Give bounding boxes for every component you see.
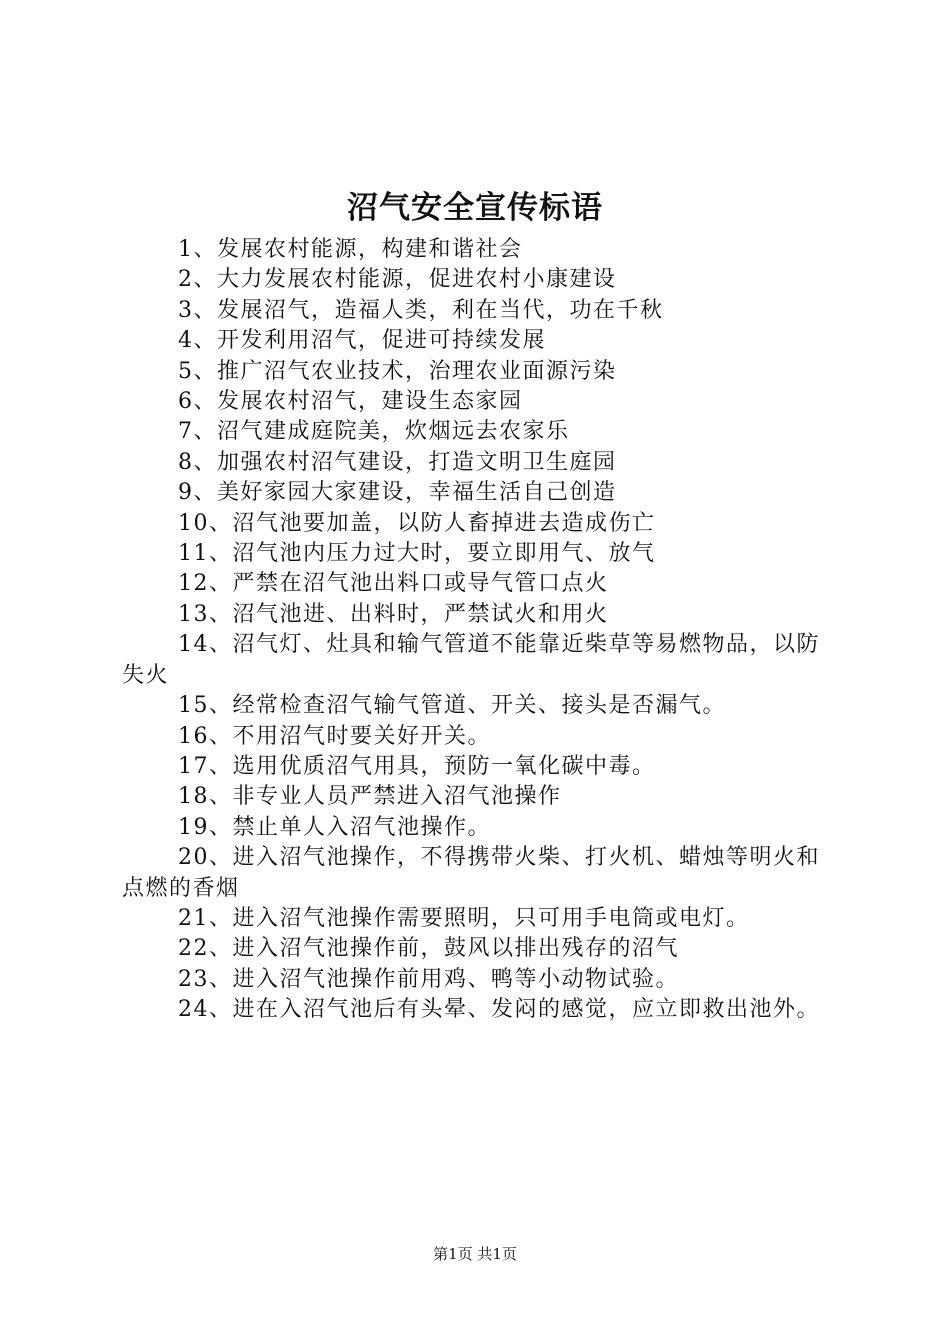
slogan-item: 12、严禁在沼气池出料口或导气管口点火 <box>178 571 609 597</box>
slogan-item: 3、发展沼气，造福人类，利在当代，功在千秋 <box>178 297 664 323</box>
slogan-list <box>122 235 834 1026</box>
slogan-item: 14、沼气灯、灶具和输气管道不能靠近柴草等易燃物品，以防失火 <box>122 632 820 688</box>
page-title: 沼气安全宣传标语 <box>347 190 603 226</box>
slogan-item: 21、进入沼气池操作需要照明，只可用手电筒或电灯。 <box>178 905 750 931</box>
slogan-item: 11、沼气池内压力过大时，要立即用气、放气 <box>178 541 656 567</box>
slogan-item: 9、美好家园大家建设，幸福生活自己创造 <box>178 480 617 506</box>
slogan-item: 10、沼气池要加盖，以防人畜掉进去造成伤亡 <box>178 510 656 536</box>
slogan-item: 23、进入沼气池操作前用鸡、鸭等小动物试验。 <box>178 966 679 992</box>
slogan-item: 16、不用沼气时要关好开关。 <box>178 723 491 749</box>
slogan-item: 4、开发利用沼气，促进可持续发展 <box>178 328 546 354</box>
slogan-item: 19、禁止单人入沼气池操作。 <box>178 814 491 840</box>
slogan-item: 20、进入沼气池操作，不得携带火柴、打火机、蜡烛等明火和点燃的香烟 <box>122 845 820 901</box>
slogan-item: 8、加强农村沼气建设，打造文明卫生庭园 <box>178 449 617 475</box>
slogan-item: 24、进在入沼气池后有头晕、发闷的感觉，应立即救出池外。 <box>178 997 820 1023</box>
slogan-item: 5、推广沼气农业技术，治理农业面源污染 <box>178 358 617 384</box>
slogan-item: 17、选用优质沼气用具，预防一氧化碳中毒。 <box>178 753 656 779</box>
slogan-item: 22、进入沼气池操作前，鼓风以排出残存的沼气 <box>178 936 679 962</box>
slogan-item: 1、发展农村能源，构建和谐社会 <box>178 237 523 262</box>
slogan-item: 13、沼气池进、出料时，严禁试火和用火 <box>178 601 609 627</box>
page-number-footer: 第1页 共1页 <box>433 1245 517 1263</box>
slogan-item: 6、发展农村沼气，建设生态家园 <box>178 389 523 415</box>
slogan-item: 18、非专业人员严禁进入沼气池操作 <box>178 784 562 810</box>
slogan-item: 7、沼气建成庭院美，炊烟远去农家乐 <box>178 419 570 445</box>
slogan-item: 2、大力发展农村能源，促进农村小康建设 <box>178 267 617 293</box>
slogan-item: 15、经常检查沼气输气管道、开关、接头是否漏气。 <box>178 693 726 719</box>
